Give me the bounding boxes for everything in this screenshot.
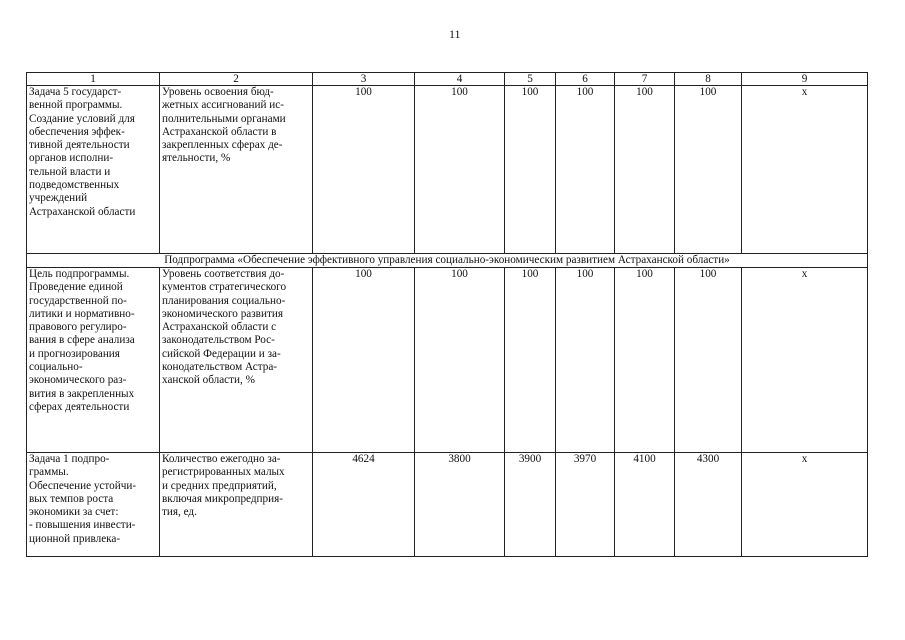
value-cell: 4624: [313, 453, 415, 557]
value-cell: 3970: [556, 453, 615, 557]
value-cell: 3900: [505, 453, 556, 557]
task-cell: Задача 1 подпро- граммы. Обеспечение устойчи- вых темпов роста экономики за счет: - повышения инвести- ционной привлека-: [27, 453, 160, 557]
value-cell: 4100: [615, 453, 675, 557]
task-cell: Цель подпрограммы. Проведение единой государственной по- литики и нормативно- правового регулиро- вания в сфере анализа и прогнозирования социально- экономического раз- вития в закрепленных сферах деятельности: [27, 268, 160, 453]
value-cell: x: [742, 86, 868, 254]
value-cell: 100: [675, 268, 742, 453]
value-cell: 100: [615, 268, 675, 453]
value-cell: 100: [505, 268, 556, 453]
table-row: [27, 453, 868, 557]
value-cell: 100: [556, 86, 615, 254]
table-row: [27, 268, 868, 453]
indicator-cell: Уровень соответствия до- кументов стратегического планирования социально- экономического развития Астраханской области с законодательством Рос- сийской Федерации и за- конодательством Астра- ханской области, %: [160, 268, 313, 453]
table-row: [27, 86, 868, 254]
header-col-1: 1: [27, 73, 160, 86]
page-number: 11: [449, 27, 461, 41]
header-col-5: 5: [505, 73, 556, 86]
value-cell: x: [742, 453, 868, 557]
subprogram-row: [27, 254, 868, 268]
value-cell: 100: [505, 86, 556, 254]
header-col-8: 8: [675, 73, 742, 86]
value-cell: 100: [415, 86, 505, 254]
indicators-table: [26, 72, 868, 557]
value-cell: 4300: [675, 453, 742, 557]
value-cell: 100: [313, 86, 415, 254]
value-cell: 100: [615, 86, 675, 254]
value-cell: x: [742, 268, 868, 453]
header-col-3: 3: [313, 73, 415, 86]
value-cell: 100: [675, 86, 742, 254]
header-row: [27, 73, 868, 86]
task-cell: Задача 5 государст- венной программы. Создание условий для обеспечения эффек- тивной деятельности органов исполни- тельной власти и подведомственных учреждений Астраханской области: [27, 86, 160, 254]
subprogram-title: Подпрограмма «Обеспечение эффективного управления социально-экономическим развитием Астраханской области»: [27, 254, 868, 268]
header-col-7: 7: [615, 73, 675, 86]
value-cell: 100: [556, 268, 615, 453]
header-col-9: 9: [742, 73, 868, 86]
header-col-2: 2: [160, 73, 313, 86]
header-col-4: 4: [415, 73, 505, 86]
indicator-cell: Количество ежегодно за- регистрированных малых и средних предприятий, включая микропредприя- тия, ед.: [160, 453, 313, 557]
header-col-6: 6: [556, 73, 615, 86]
value-cell: 3800: [415, 453, 505, 557]
indicator-cell: Уровень освоения бюд- жетных ассигнований ис- полнительными органами Астраханской области в закрепленных сферах де- ятельности, %: [160, 86, 313, 254]
value-cell: 100: [313, 268, 415, 453]
value-cell: 100: [415, 268, 505, 453]
